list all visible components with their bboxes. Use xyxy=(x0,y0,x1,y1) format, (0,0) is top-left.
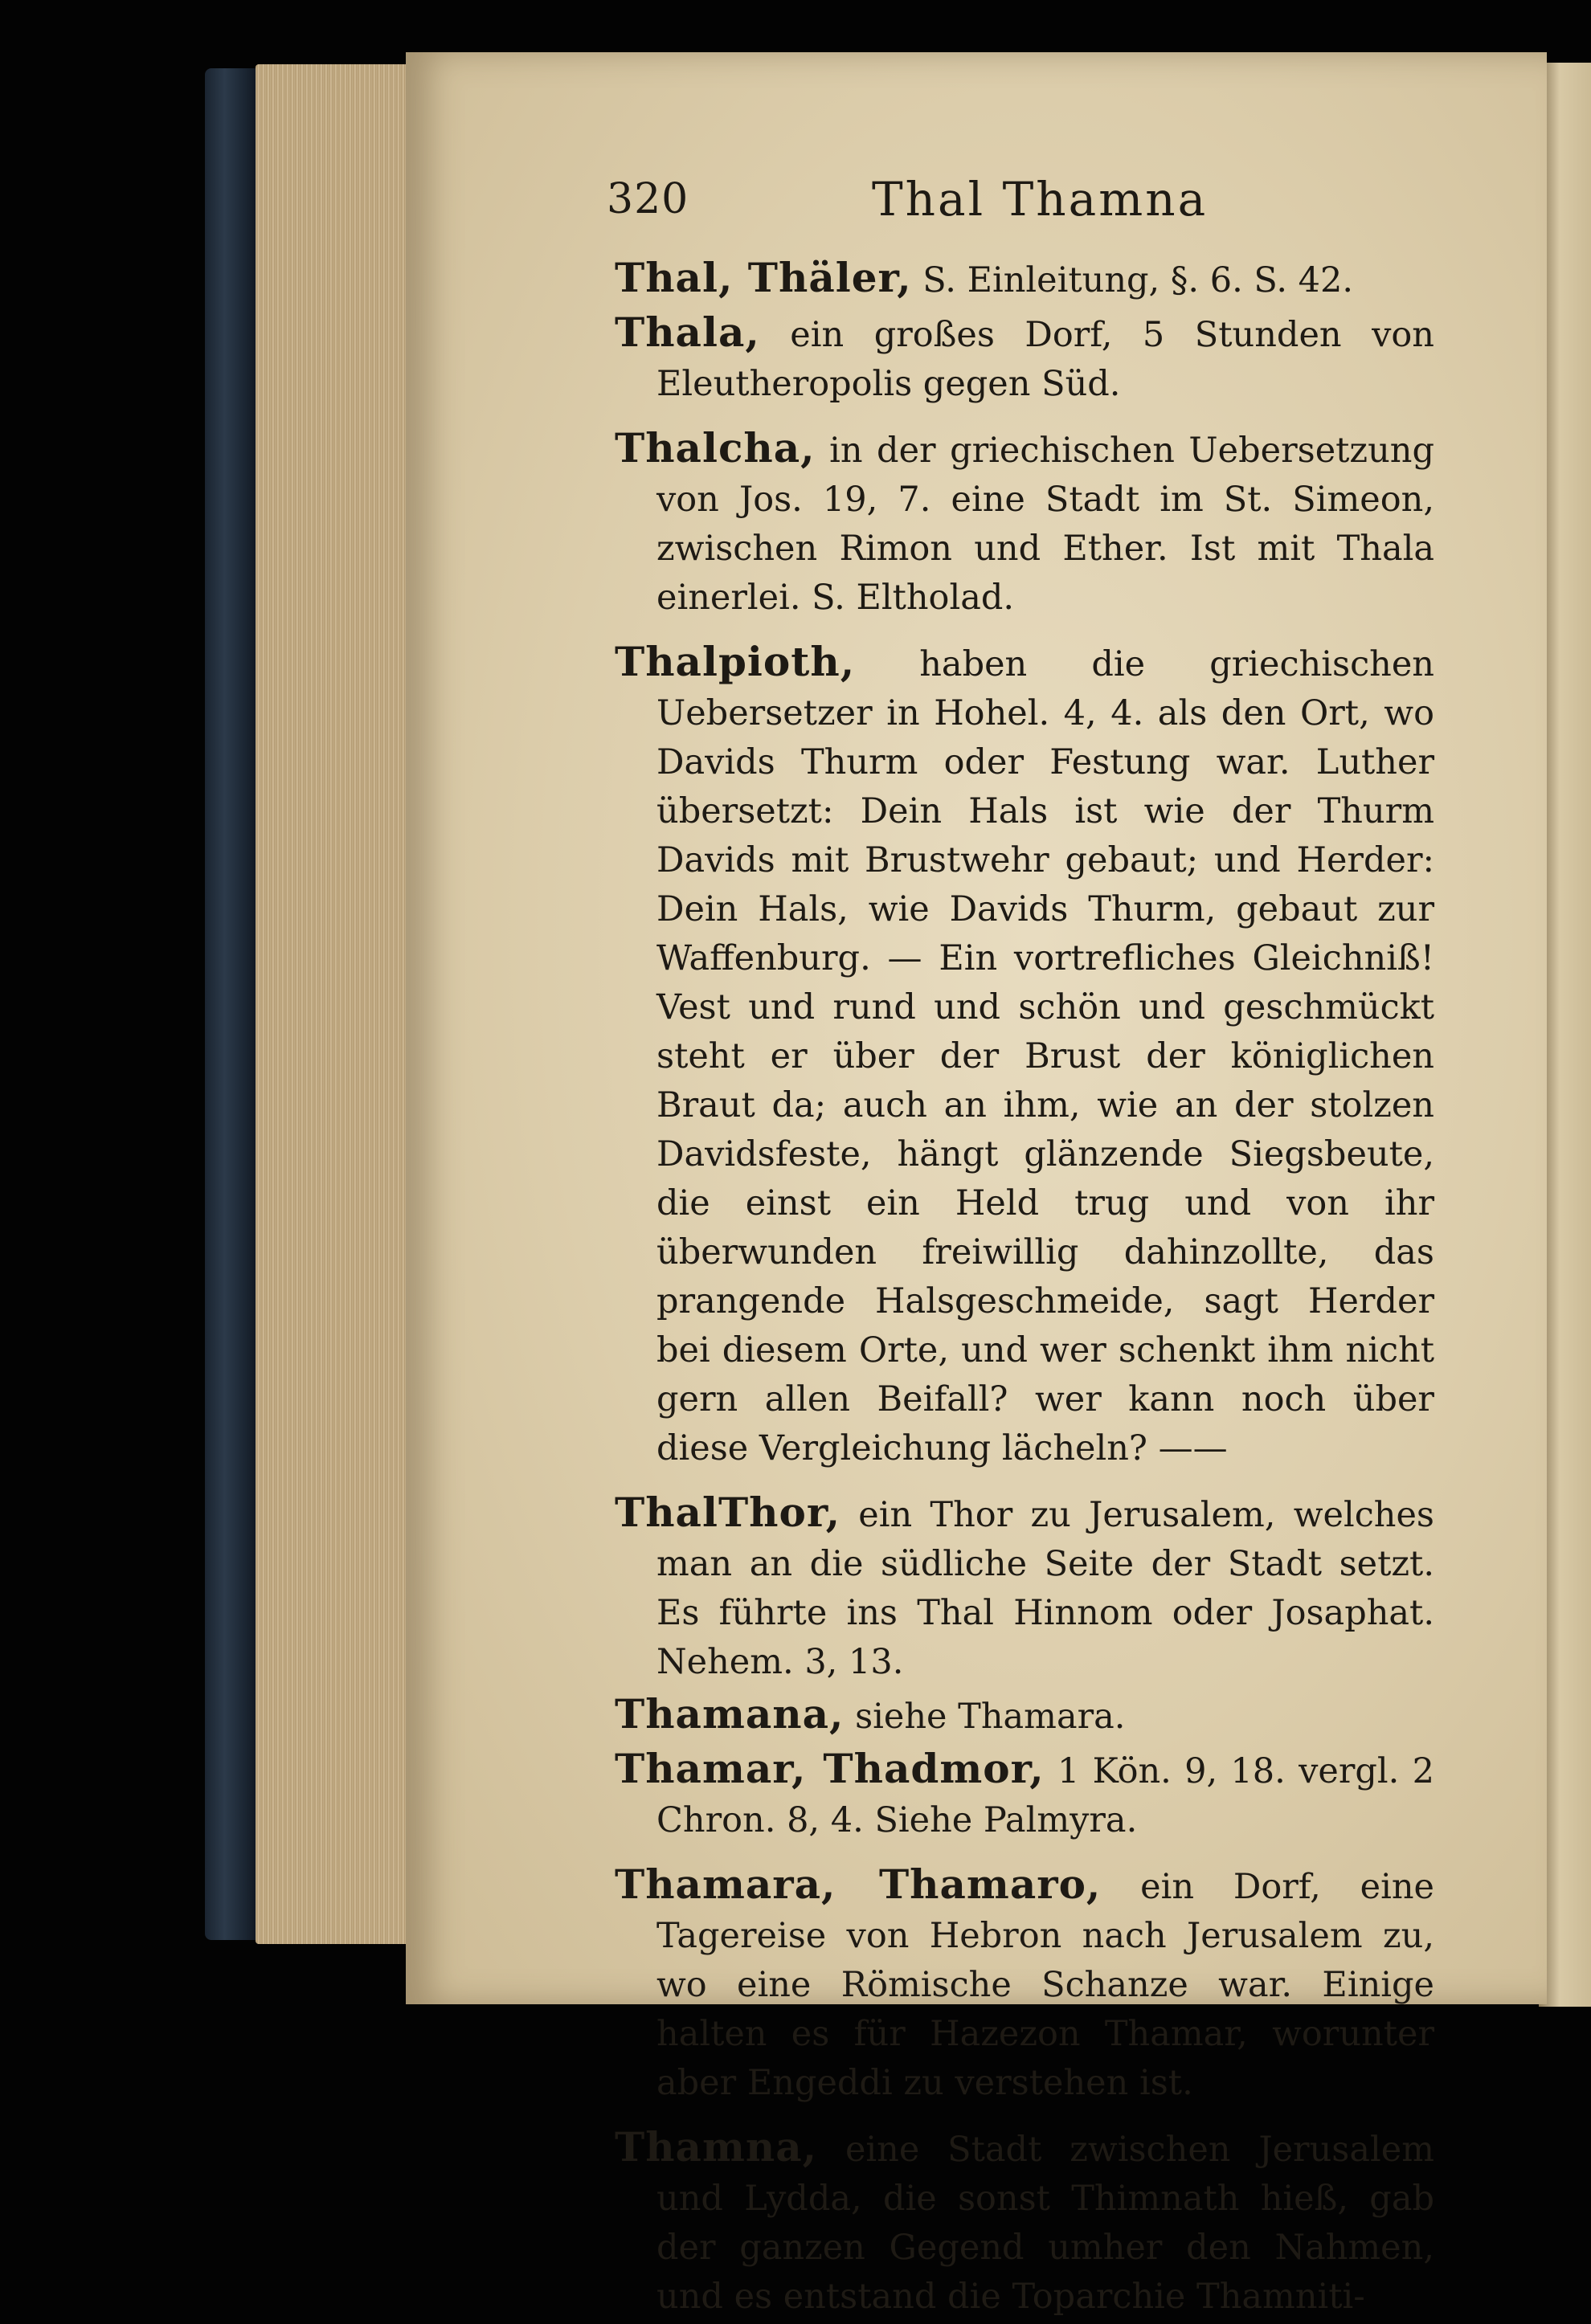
entry-thamana xyxy=(615,1689,1434,1742)
page-header xyxy=(607,172,1426,231)
entry-text: eine Stadt zwischen Jerusalem und Lydda, die sonst Thimnath hieß, gab der ganzen Gegend umher den Nahmen, und es entstand die Toparchie Thamniti- xyxy=(656,2130,1434,2317)
entry-text: in der griechischen Uebersetzung von Jos. 19, 7. eine Stadt im St. Simeon, zwischen Rimon und Ether. Ist mit Thala einerlei. S. Eltholad. xyxy=(656,431,1434,618)
entry-text: siehe Thamara. xyxy=(844,1697,1126,1737)
entry-headword: Thala, xyxy=(615,308,760,356)
entry-text: ein Thor zu Jerusalem, welches man an die südliche Seite der Stadt setzt. Es führte ins Thal Hinnom oder Josaphat. Nehem. 3, 13. xyxy=(656,1495,1434,1682)
entry-text: haben die griechischen Uebersetzer in Hohel. 4, 4. als den Ort, wo Davids Thurm oder Festung war. Luther übersetzt: Dein Hals ist wie der Thurm Davids mit Brustwehr gebaut; und Herder: Dein Hals, wie Davids Thurm, gebaut zur Waffenburg. — Ein vortrefliches Gleichniß! Vest und rund und schön und geschmückt steht er über der Brust der königlichen Braut da; auch an ihm, wie an der stolzen Davidsfeste, hängt glänzende Siegsbeute, die einst ein Held trug und von ihr überwunden freiwillig dahinzollte, das prangende Halsgeschmeide, sagt Herder bei diesem Orte, und wer schenkt ihm nicht gern allen Beifall? wer kann noch über diese Vergleichung lächeln? —— xyxy=(656,644,1434,1468)
entry-thalthor xyxy=(615,1488,1434,1687)
entry-headword: ThalThor, xyxy=(615,1489,840,1536)
entry-thalcha xyxy=(615,423,1434,623)
entry-thala xyxy=(615,308,1434,409)
page-edges xyxy=(256,64,412,1944)
entry-thal xyxy=(615,253,1434,305)
entry-thamna xyxy=(615,2122,1434,2322)
entry-headword: Thamara, Thamaro, xyxy=(615,1860,1102,1908)
page-number: 320 xyxy=(607,175,689,223)
entry-thamar xyxy=(615,1744,1434,1845)
book-spine xyxy=(205,68,261,1940)
entry-text: 1 Kön. 9, 18. vergl. 2 Chron. 8, 4. Siehe Palmyra. xyxy=(656,1751,1434,1840)
entry-headword: Thal, Thäler, xyxy=(615,254,912,301)
entry-headword: Thalpioth, xyxy=(615,638,856,685)
running-head: Thal Thamna xyxy=(872,172,1209,227)
entry-text: ein großes Dorf, 5 Stunden von Eleutheropolis gegen Süd. xyxy=(656,315,1434,404)
entry-headword: Thalcha, xyxy=(615,424,816,472)
entry-text: ein Dorf, eine Tagereise von Hebron nach Jerusalem zu, wo eine Römische Schanze war. Einige halten es für Hazezon Thamar, worunter aber Engeddi zu verstehen ist. xyxy=(656,1867,1434,2103)
entry-thalpioth xyxy=(615,637,1434,1473)
entry-headword: Thamar, Thadmor, xyxy=(615,1745,1045,1792)
entry-headword: Thamna, xyxy=(615,2123,818,2171)
entry-text: S. Einleitung, §. 6. S. 42. xyxy=(911,260,1354,300)
entry-list xyxy=(615,253,1434,2324)
entry-headword: Thamana, xyxy=(615,1690,845,1738)
